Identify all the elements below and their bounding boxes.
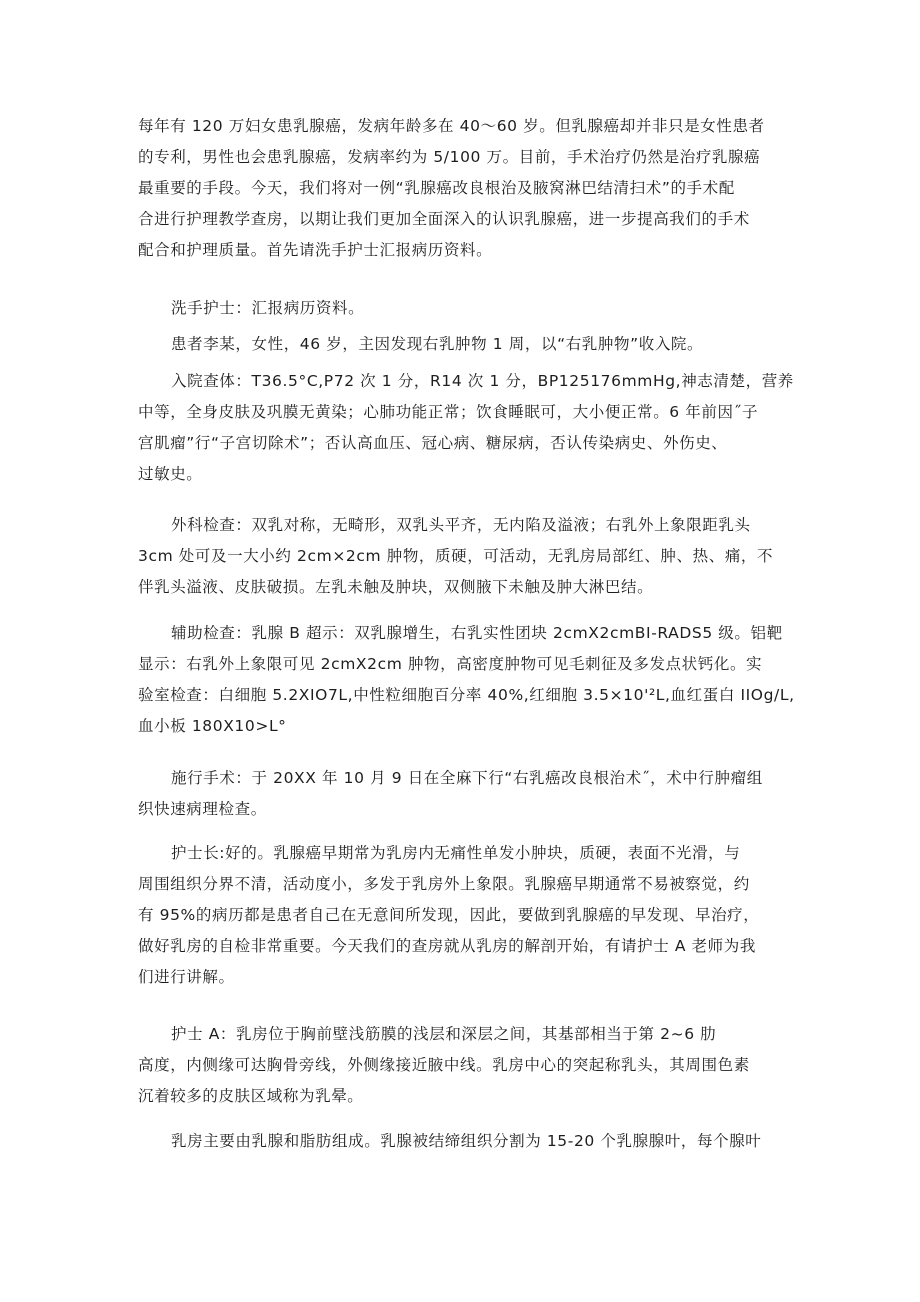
paragraph-auxiliary-exam: [138, 618, 795, 742]
text-line: 的专利，男性也会患乳腺癌，发病率约为 5/100 万。目前，手术治疗仍然是治疗乳腺癌: [138, 148, 761, 166]
paragraph-head-nurse: [138, 838, 788, 993]
text-line: 宫肌瘤”行“子宫切除术”；否认高血压、冠心病、糖尿病，否认传染病史、外伤史、: [138, 434, 728, 452]
text-line: 做好乳房的自检非常重要。今天我们的查房就从乳房的解剖开始，有请护士 A 老师为我: [138, 937, 756, 955]
paragraph-admission-exam: [138, 366, 794, 490]
text-line: 患者李某，女性，46 岁，主因发现右乳肿物 1 周，以“右乳肿物”收入院。: [171, 335, 704, 353]
text-line: 乳房主要由乳腺和脂肪组成。乳腺被结缔组织分割为 15-20 个乳腺腺叶，每个腺叶: [171, 1132, 762, 1150]
text-line: 有 95%的病历都是患者自己在无意间所发现，因此，要做到乳腺癌的早发现、早治疗，: [138, 906, 760, 924]
text-line: 过敏史。: [138, 465, 203, 483]
text-line: 外科检查：双乳对称，无畸形，双乳头平齐，无内陷及溢液；右乳外上象限距乳头: [171, 516, 751, 534]
text-line: 血小板 180X10>L°: [138, 717, 287, 735]
paragraph-surgery-performed: [138, 763, 788, 825]
text-line: 合进行护理教学查房，以期让我们更加全面深入的认识乳腺癌，进一步提高我们的手术: [138, 210, 750, 228]
paragraph-scrub-nurse-report: [138, 293, 788, 324]
text-line: 辅助检查：乳腺 B 超示：双乳腺增生，右乳实性团块 2cmX2cmBI-RADS5 级。铝靶: [171, 624, 783, 642]
text-line: 最重要的手段。今天，我们将对一例“乳腺癌改良根治及腋窝淋巴结清扫术”的手术配: [138, 179, 735, 197]
text-line: 入院查体：T36.5°C,P72 次 1 分，R14 次 1 分，BP125176mmHg,神志清楚，营养: [171, 372, 794, 390]
text-line: 伴乳头溢液、皮肤破损。左乳未触及肿块，双侧腋下未触及肿大淋巴结。: [138, 578, 654, 596]
text-line: 每年有 120 万妇女患乳腺癌，发病年龄多在 40～60 岁。但乳腺癌却并非只是女性患者: [138, 117, 765, 135]
text-line: 护士长:好的。乳腺癌早期常为乳房内无痛性单发小肿块，质硬，表面不光滑，与: [171, 844, 741, 862]
text-line: 洗手护士：汇报病历资料。: [171, 299, 365, 317]
text-line: 3cm 处可及一大小约 2cm×2cm 肿物，质硬，可活动，无乳房局部红、肿、热、痛，不: [138, 547, 774, 565]
text-line: 沉着较多的皮肤区域称为乳晕。: [138, 1087, 364, 1105]
text-line: 高度，内侧缘可达胸骨旁线，外侧缘接近腋中线。乳房中心的突起称乳头，其周围色素: [138, 1056, 750, 1074]
text-line: 施行手术：于 20XX 年 10 月 9 日在全麻下行“右乳癌改良根治术˝，术中行肿瘤组: [171, 769, 763, 787]
text-line: 验室检查：白细胞 5.2XIO7L,中性粒细胞百分率 40%,红细胞 3.5×10'²L,血红蛋白 IIOg/L,: [138, 686, 795, 704]
paragraph-introduction: [138, 111, 788, 266]
paragraph-surgical-exam: [138, 510, 788, 603]
text-line: 们进行讲解。: [138, 968, 235, 986]
paragraph-patient-summary: [138, 329, 788, 360]
text-line: 中等，全身皮肤及巩膜无黄染；心肺功能正常；饮食睡眠可，大小便正常。6 年前因˝子: [138, 403, 759, 421]
text-line: 护士 A：乳房位于胸前壁浅筋膜的浅层和深层之间，其基部相当于第 2~6 肋: [171, 1025, 717, 1043]
paragraph-breast-composition: [138, 1126, 788, 1157]
text-line: 配合和护理质量。首先请洗手护士汇报病历资料。: [138, 241, 493, 259]
text-line: 周围组织分界不清，活动度小，多发于乳房外上象限。乳腺癌早期通常不易被察觉，约: [138, 875, 750, 893]
text-line: 显示：右乳外上象限可见 2cmX2cm 肿物，高密度肿物可见毛刺征及多发点状钙化。实: [138, 655, 763, 673]
paragraph-nurse-a-anatomy: [138, 1019, 788, 1112]
text-line: 织快速病理检查。: [138, 800, 267, 818]
